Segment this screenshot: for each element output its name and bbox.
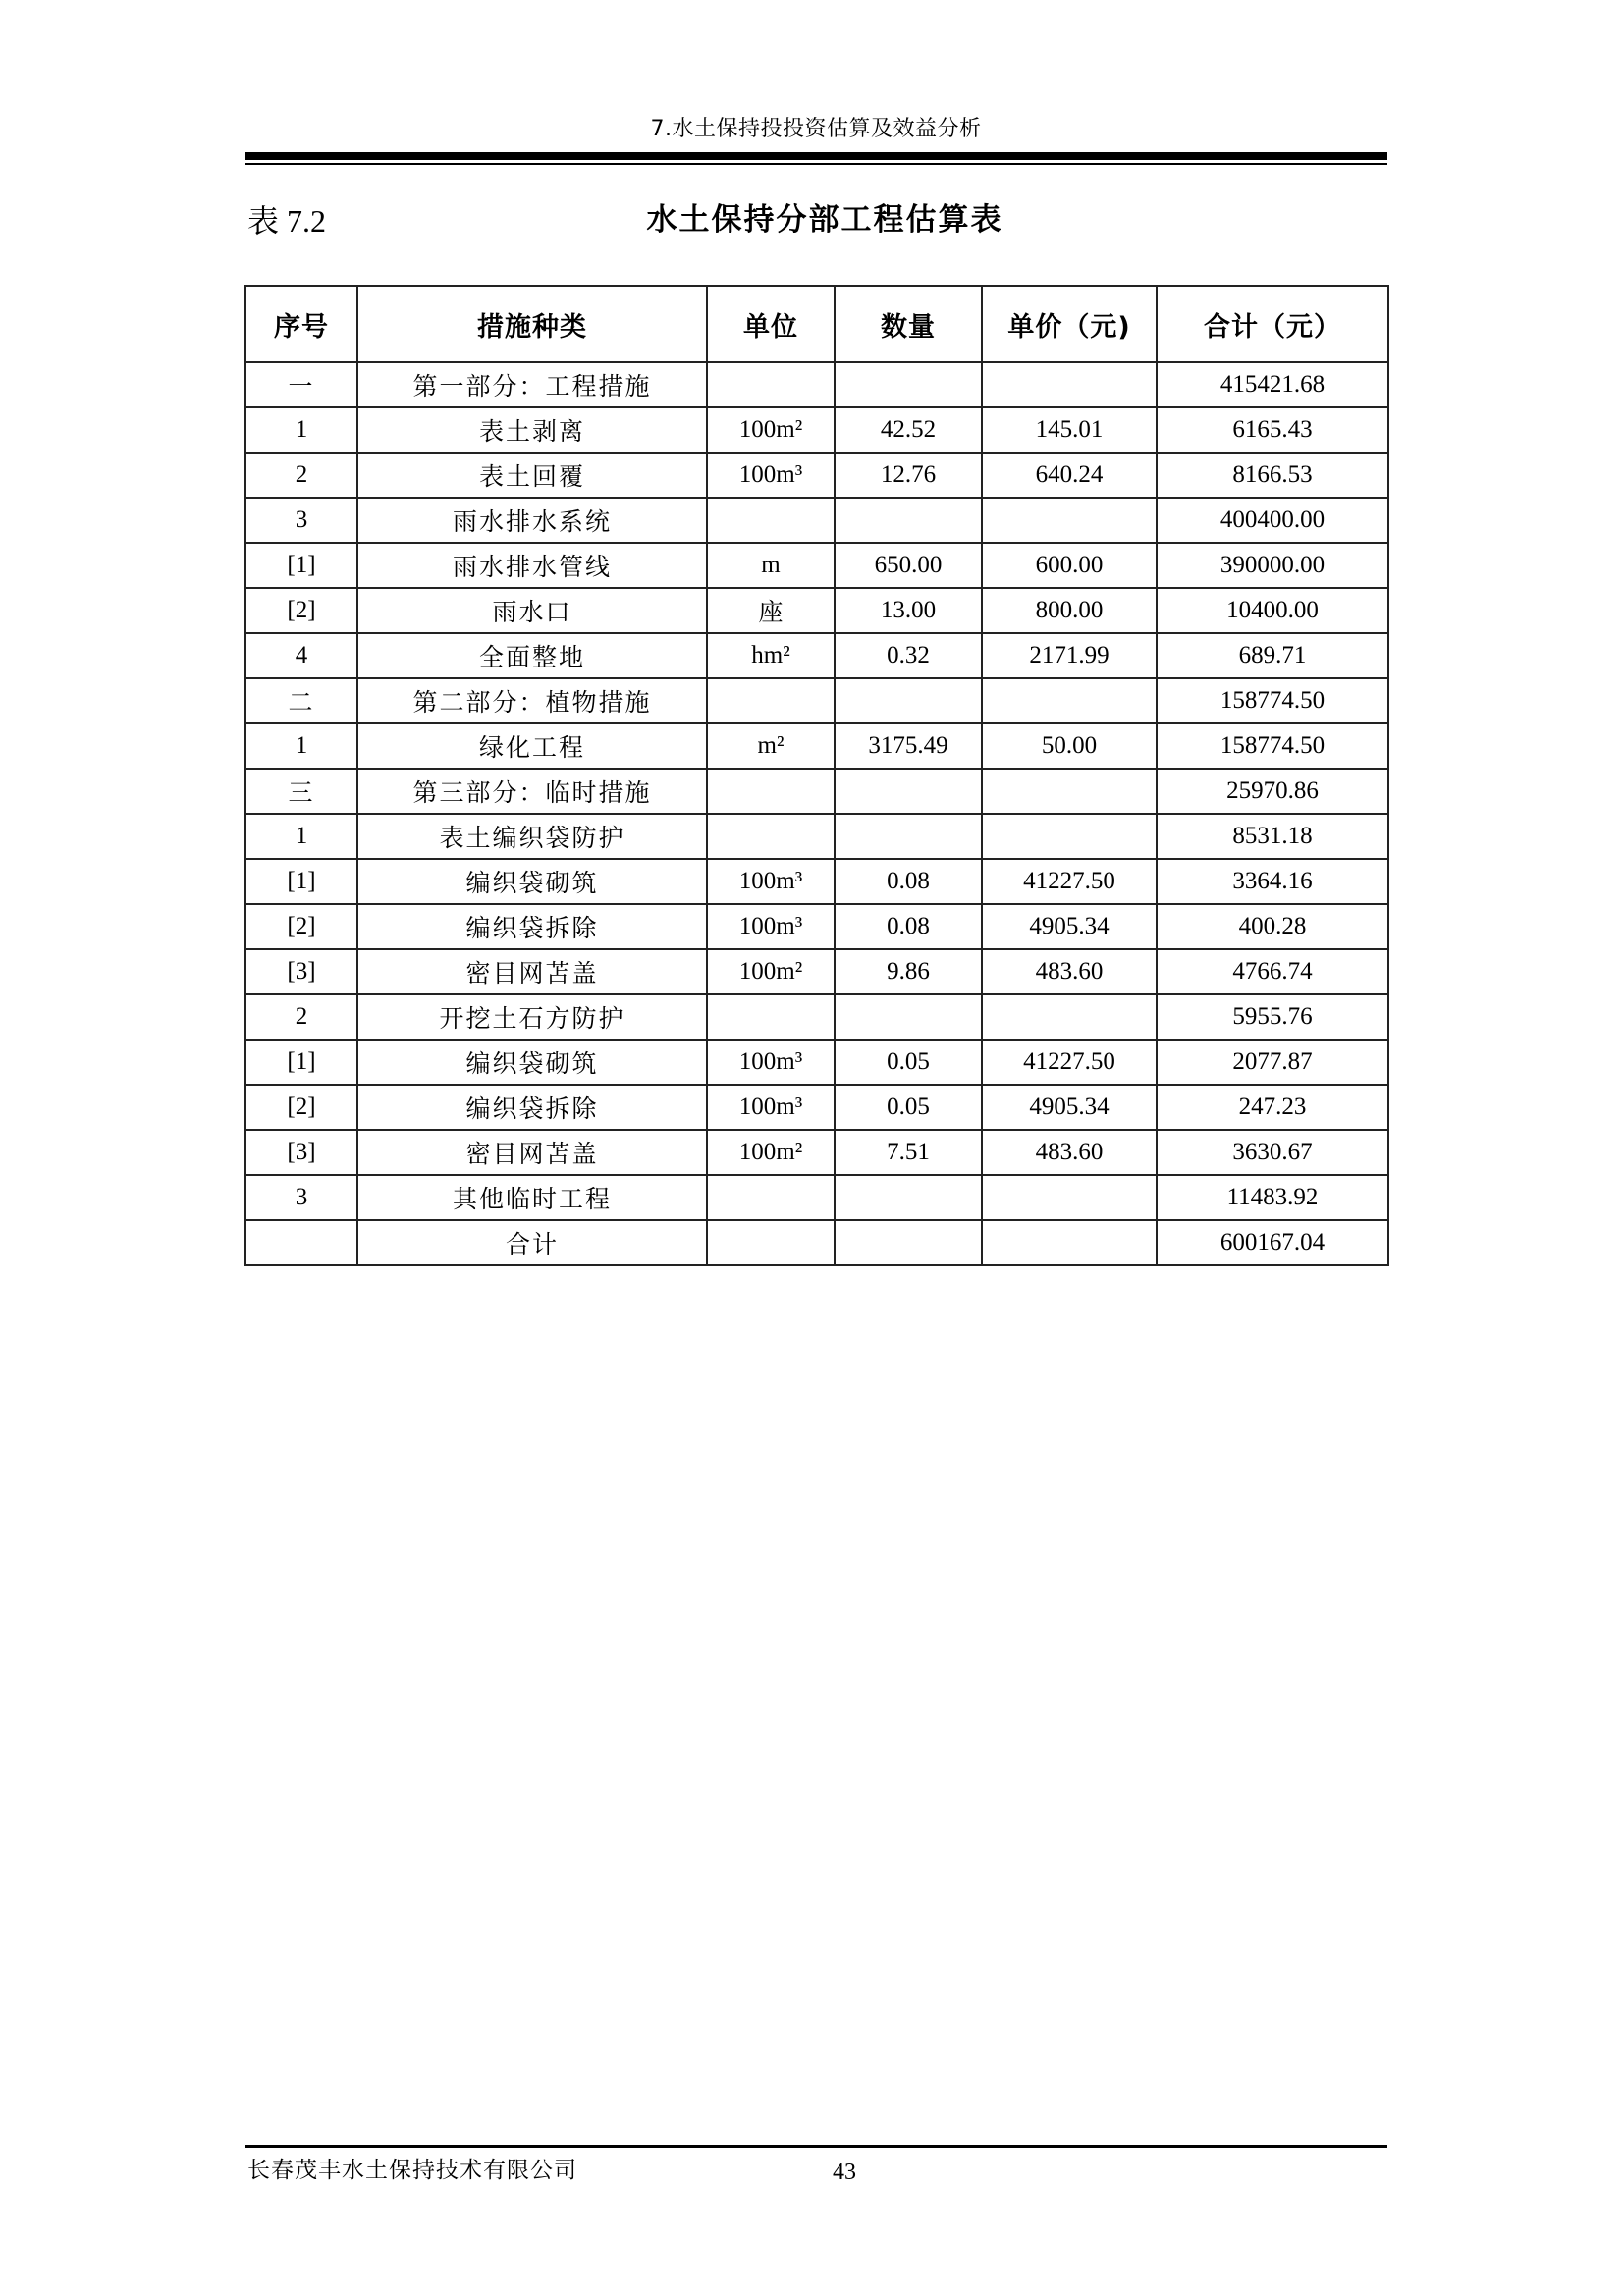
table-row [245, 407, 1388, 453]
cell-total: 600167.04 [1157, 1220, 1388, 1265]
table-row [245, 678, 1388, 723]
cell-qty [835, 769, 982, 814]
table-row [245, 543, 1388, 588]
cell-no: [1] [245, 1040, 357, 1085]
cell-no: 二 [245, 678, 357, 723]
cell-total: 689.71 [1157, 633, 1388, 678]
cell-qty: 0.08 [835, 904, 982, 949]
cell-unit [707, 814, 835, 859]
table-row [245, 1085, 1388, 1130]
cell-total: 11483.92 [1157, 1175, 1388, 1220]
table-row [245, 1175, 1388, 1220]
cell-price [982, 994, 1157, 1040]
cell-qty: 650.00 [835, 543, 982, 588]
cell-unit [707, 1175, 835, 1220]
cell-no: 4 [245, 633, 357, 678]
cell-price: 4905.34 [982, 904, 1157, 949]
cell-item: 合计 [357, 1220, 707, 1265]
cell-item: 开挖土石方防护 [357, 994, 707, 1040]
cell-qty [835, 362, 982, 407]
col-header-no: 序号 [245, 286, 357, 362]
cell-price [982, 498, 1157, 543]
cell-price: 483.60 [982, 949, 1157, 994]
table-row [245, 814, 1388, 859]
table-row [245, 453, 1388, 498]
cell-total: 415421.68 [1157, 362, 1388, 407]
cell-total: 247.23 [1157, 1085, 1388, 1130]
cell-item: 编织袋砌筑 [357, 1040, 707, 1085]
page-number: 43 [833, 2160, 856, 2185]
cell-price [982, 769, 1157, 814]
cell-unit [707, 498, 835, 543]
cell-unit: 100m³ [707, 904, 835, 949]
cell-price [982, 1220, 1157, 1265]
header-rule-thick [245, 152, 1387, 160]
cell-no: 1 [245, 723, 357, 769]
cell-qty [835, 498, 982, 543]
cell-item: 雨水口 [357, 588, 707, 633]
table-row [245, 904, 1388, 949]
cell-unit: hm² [707, 633, 835, 678]
cell-item: 表土剥离 [357, 407, 707, 453]
cell-no: 1 [245, 814, 357, 859]
cell-no: 一 [245, 362, 357, 407]
table-row [245, 859, 1388, 904]
table-header-row [245, 286, 1388, 362]
cell-item: 其他临时工程 [357, 1175, 707, 1220]
cell-price: 483.60 [982, 1130, 1157, 1175]
cell-no: 1 [245, 407, 357, 453]
cell-item: 表土回覆 [357, 453, 707, 498]
table-label: 表 7.2 [247, 203, 327, 239]
cell-no: [2] [245, 904, 357, 949]
col-header-total: 合计（元） [1157, 286, 1388, 362]
cell-price: 145.01 [982, 407, 1157, 453]
cell-item: 雨水排水系统 [357, 498, 707, 543]
cell-total: 6165.43 [1157, 407, 1388, 453]
table-row [245, 498, 1388, 543]
cell-unit: 100m³ [707, 1085, 835, 1130]
cell-no: [1] [245, 859, 357, 904]
cell-qty: 0.32 [835, 633, 982, 678]
cell-item: 编织袋砌筑 [357, 859, 707, 904]
header-rule-thin [245, 163, 1387, 165]
col-header-qty: 数量 [835, 286, 982, 362]
table-body [245, 362, 1388, 1265]
cell-unit: 100m² [707, 407, 835, 453]
cell-price [982, 678, 1157, 723]
cell-unit: 100m³ [707, 859, 835, 904]
cell-unit: 100m³ [707, 453, 835, 498]
table-row [245, 588, 1388, 633]
cell-item: 第一部分：工程措施 [357, 362, 707, 407]
cell-total: 4766.74 [1157, 949, 1388, 994]
cell-total: 158774.50 [1157, 723, 1388, 769]
cell-item: 表土编织袋防护 [357, 814, 707, 859]
cell-qty [835, 814, 982, 859]
cell-item: 绿化工程 [357, 723, 707, 769]
cell-price: 640.24 [982, 453, 1157, 498]
cell-qty: 42.52 [835, 407, 982, 453]
cell-item: 第二部分：植物措施 [357, 678, 707, 723]
cell-total: 3630.67 [1157, 1130, 1388, 1175]
cell-total: 3364.16 [1157, 859, 1388, 904]
cell-qty: 13.00 [835, 588, 982, 633]
cell-price: 800.00 [982, 588, 1157, 633]
cell-price: 4905.34 [982, 1085, 1157, 1130]
cell-price [982, 362, 1157, 407]
cell-qty: 3175.49 [835, 723, 982, 769]
cell-price [982, 1175, 1157, 1220]
cell-item: 编织袋拆除 [357, 1085, 707, 1130]
cell-unit [707, 769, 835, 814]
cell-total: 5955.76 [1157, 994, 1388, 1040]
cell-total: 400.28 [1157, 904, 1388, 949]
cell-qty: 0.05 [835, 1085, 982, 1130]
cell-qty: 12.76 [835, 453, 982, 498]
table-row [245, 769, 1388, 814]
col-header-unit: 单位 [707, 286, 835, 362]
table-row [245, 633, 1388, 678]
cell-price: 41227.50 [982, 1040, 1157, 1085]
cell-total: 8531.18 [1157, 814, 1388, 859]
cell-unit: 100m³ [707, 1040, 835, 1085]
cell-total: 2077.87 [1157, 1040, 1388, 1085]
table-row [245, 723, 1388, 769]
cell-item: 密目网苫盖 [357, 949, 707, 994]
cell-item: 雨水排水管线 [357, 543, 707, 588]
table-row [245, 362, 1388, 407]
cell-no [245, 1220, 357, 1265]
cell-price: 41227.50 [982, 859, 1157, 904]
cell-no: 三 [245, 769, 357, 814]
cell-qty [835, 994, 982, 1040]
cell-no: [2] [245, 588, 357, 633]
cell-no: [3] [245, 1130, 357, 1175]
cell-unit [707, 994, 835, 1040]
cell-no: 3 [245, 1175, 357, 1220]
cell-unit [707, 362, 835, 407]
cell-no: [2] [245, 1085, 357, 1130]
cell-total: 400400.00 [1157, 498, 1388, 543]
cell-price: 50.00 [982, 723, 1157, 769]
cell-qty [835, 1175, 982, 1220]
cell-qty: 7.51 [835, 1130, 982, 1175]
cell-no: [3] [245, 949, 357, 994]
cell-no: [1] [245, 543, 357, 588]
table-row [245, 949, 1388, 994]
cell-total: 390000.00 [1157, 543, 1388, 588]
cell-no: 2 [245, 994, 357, 1040]
estimate-table [244, 285, 1389, 1266]
cell-unit [707, 678, 835, 723]
footer-rule [245, 2145, 1387, 2148]
cell-unit: 100m² [707, 949, 835, 994]
page-header-chapter-title: 7.水土保持投投资估算及效益分析 [650, 117, 982, 141]
cell-total: 10400.00 [1157, 588, 1388, 633]
cell-total: 158774.50 [1157, 678, 1388, 723]
cell-item: 第三部分：临时措施 [357, 769, 707, 814]
cell-unit [707, 1220, 835, 1265]
col-header-price: 单价（元) [982, 286, 1157, 362]
footer-company: 长春茂丰水土保持技术有限公司 [247, 2158, 577, 2183]
cell-no: 2 [245, 453, 357, 498]
cell-unit: m [707, 543, 835, 588]
table-row [245, 1130, 1388, 1175]
table-title: 水土保持分部工程估算表 [646, 202, 1003, 238]
cell-qty: 9.86 [835, 949, 982, 994]
cell-price: 600.00 [982, 543, 1157, 588]
col-header-item: 措施种类 [357, 286, 707, 362]
cell-price [982, 814, 1157, 859]
cell-qty: 0.08 [835, 859, 982, 904]
cell-total: 25970.86 [1157, 769, 1388, 814]
cell-total: 8166.53 [1157, 453, 1388, 498]
table-row [245, 1220, 1388, 1265]
cell-item: 全面整地 [357, 633, 707, 678]
cell-no: 3 [245, 498, 357, 543]
cell-unit: 100m² [707, 1130, 835, 1175]
cell-qty: 0.05 [835, 1040, 982, 1085]
cell-price: 2171.99 [982, 633, 1157, 678]
table-row [245, 994, 1388, 1040]
cell-item: 密目网苫盖 [357, 1130, 707, 1175]
table-row [245, 1040, 1388, 1085]
cell-qty [835, 678, 982, 723]
cell-unit: m² [707, 723, 835, 769]
cell-qty [835, 1220, 982, 1265]
cell-unit: 座 [707, 588, 835, 633]
cell-item: 编织袋拆除 [357, 904, 707, 949]
